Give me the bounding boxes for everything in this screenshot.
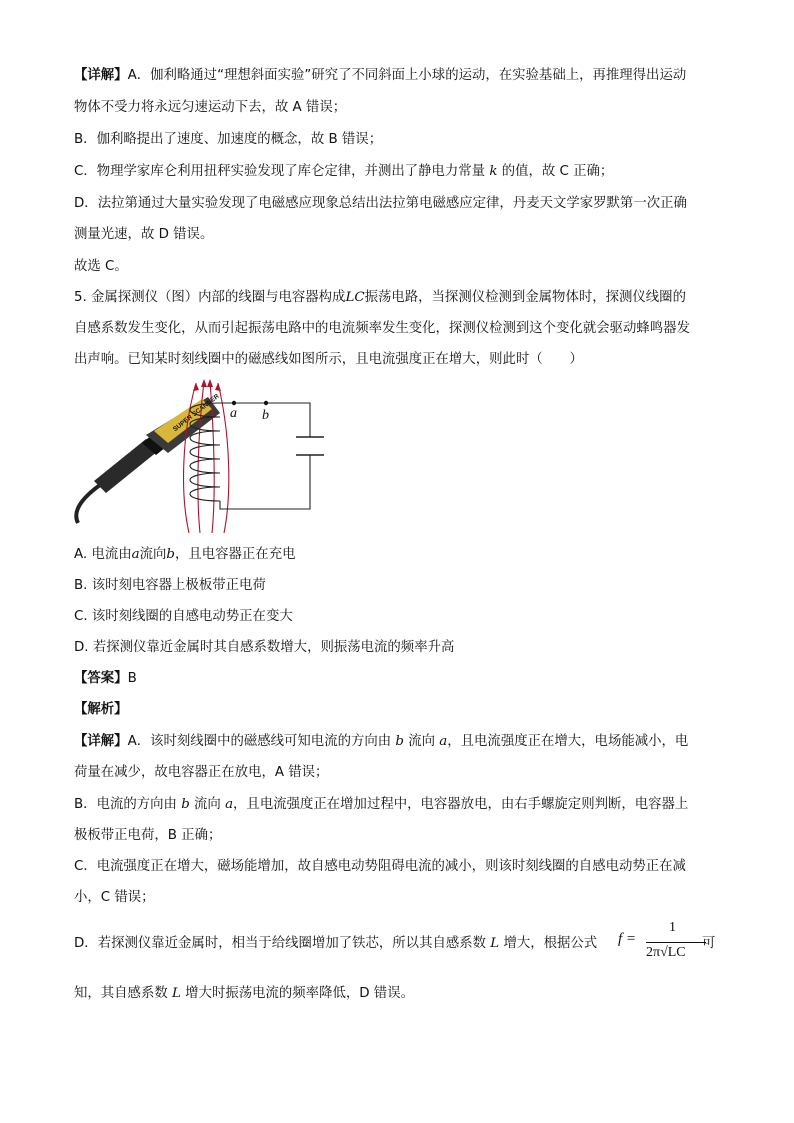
text: 可 (702, 936, 716, 951)
question-5-stem (74, 350, 583, 370)
text: D．若探测仪靠近金属时，相当于给线圈增加了铁芯，所以其自感系数 (74, 936, 491, 951)
text: ，且电流强度正在增加过程中，电容器放电，由右手螺旋定则判断，电容器上 (233, 797, 689, 812)
text: 流向 (139, 547, 167, 562)
question-5-stem (74, 288, 686, 308)
question-5-stem (74, 319, 690, 339)
analysis-heading (74, 700, 128, 720)
text: D．法拉第通过大量实验发现了电磁感应现象总结出法拉第电磁感应定律，丹麦天文学家罗默第一次正确 (74, 196, 687, 211)
text: D. 若探测仪靠近金属时其自感系数增大，则振荡电流的频率升高 (74, 640, 455, 655)
text: 物体不受力将永远匀速运动下去，故 A 错误； (74, 100, 347, 115)
text: B．电流的方向由 (74, 797, 182, 812)
text: ，且电容器正在充电 (174, 547, 296, 562)
text: 极板带正电荷，B 正确； (74, 828, 222, 843)
text: 5. 金属探测仪（图）内部的线圈与电容器构成 (74, 290, 346, 305)
variable-lc: LC (345, 290, 365, 305)
text: C．物理学家库仑利用扭秤实验发现了库仑定律，并测出了静电力常量 (74, 164, 490, 179)
metal-detector-figure (72, 373, 332, 535)
answer-tag: 【答案】 (74, 671, 128, 686)
variable-l: L (490, 936, 500, 951)
lc-circuit-diagram (72, 373, 332, 535)
text: 出声响。已知某时刻线圈中的磁感线如图所示，且电流强度正在增大，则此时（ ） (74, 352, 583, 367)
variable-k: k (489, 164, 498, 179)
text: 增大时振荡电流的频率降低，D 错误。 (180, 986, 414, 1001)
text: 的值，故 C 正确； (497, 164, 614, 179)
text: 增大，根据公式 (499, 936, 598, 951)
text: C. 该时刻线圈的自感电动势正在变大 (74, 609, 293, 624)
field-line (218, 383, 229, 533)
detail-tag: 【详解】 (74, 68, 128, 83)
text: B. 该时刻电容器上极板带正电荷 (74, 578, 266, 593)
variable-b: b (166, 547, 175, 562)
variable-a: a (225, 797, 234, 812)
solution-line (74, 795, 688, 815)
text: 流向 (403, 734, 440, 749)
option-d (74, 638, 454, 658)
text: B．伽利略提出了速度、加速度的概念，故 B 错误； (74, 132, 383, 147)
label-a: a (230, 406, 237, 421)
variable-l: L (172, 986, 181, 1001)
detail-option-b (74, 130, 382, 150)
solution-line (74, 826, 221, 846)
variable-b: b (395, 734, 404, 749)
option-a (74, 545, 295, 565)
text: ，且电流强度正在增大，电场能减小，电 (447, 734, 689, 749)
option-b (74, 576, 266, 596)
arrow-up-icon (215, 383, 221, 391)
text: A. 电流由 (74, 547, 132, 562)
analysis-tag: 【解析】 (74, 702, 128, 717)
label-b: b (262, 408, 269, 423)
detail-paragraph-line (74, 66, 686, 86)
detail-paragraph-line (74, 98, 346, 118)
brand-text: SUPER SCANNER (171, 392, 221, 434)
text: 流向 (189, 797, 226, 812)
text: 振荡电路，当探测仪检测到金属物体时，探测仪线圈的 (364, 290, 686, 305)
detail-option-d (74, 194, 687, 214)
option-c (74, 607, 293, 627)
text: 知，其自感系数 (74, 986, 172, 1001)
detail-option-d-cont (74, 225, 213, 245)
arrow-up-icon (201, 379, 207, 387)
answer-line (74, 669, 137, 689)
text: C．电流强度正在增大，磁场能增加，故自感电动势阻碍电流的减小，则该时刻线圈的自感电动势正在减 (74, 859, 686, 874)
text: 荷量在减少，故电容器正在放电，A 错误； (74, 765, 329, 780)
solution-line (74, 984, 414, 1004)
arrow-up-icon (207, 379, 213, 387)
solution-line (74, 763, 328, 783)
fraction-bar (646, 942, 706, 943)
solution-line (74, 732, 688, 752)
variable-a: a (439, 734, 448, 749)
variable-a: a (131, 547, 140, 562)
solution-line (74, 934, 597, 954)
frequency-formula (618, 920, 708, 968)
detector-cable (76, 485, 100, 523)
solution-line (74, 888, 155, 908)
text: 小，C 错误； (74, 890, 155, 905)
answer-value: B (127, 671, 137, 686)
text: A．该时刻线圈中的磁感线可知电流的方向由 (127, 734, 396, 749)
choice-line (74, 257, 128, 277)
detail-tag: 【详解】 (74, 734, 128, 749)
text: 自感系数发生变化，从而引起振荡电路中的电流频率发生变化，探测仪检测到这个变化就会驱动蜂鸣器发 (74, 321, 690, 336)
text: A．伽利略通过“理想斜面实验”研究了不同斜面上小球的运动，在实验基础上，再推理得出运动 (127, 68, 687, 83)
text: 测量光速，故 D 错误。 (74, 227, 214, 242)
variable-b: b (181, 797, 190, 812)
formula-denominator: 2π√LC (646, 945, 686, 960)
arrow-up-icon (193, 383, 199, 391)
text: 故选 C。 (74, 259, 128, 274)
point-b-dot (264, 401, 268, 405)
solution-line (74, 857, 686, 877)
formula-numerator: 1 (669, 920, 676, 935)
solution-line-tail (702, 934, 715, 954)
point-a-dot (232, 401, 236, 405)
detail-option-c (74, 162, 613, 182)
formula-lhs: f = (618, 931, 637, 947)
